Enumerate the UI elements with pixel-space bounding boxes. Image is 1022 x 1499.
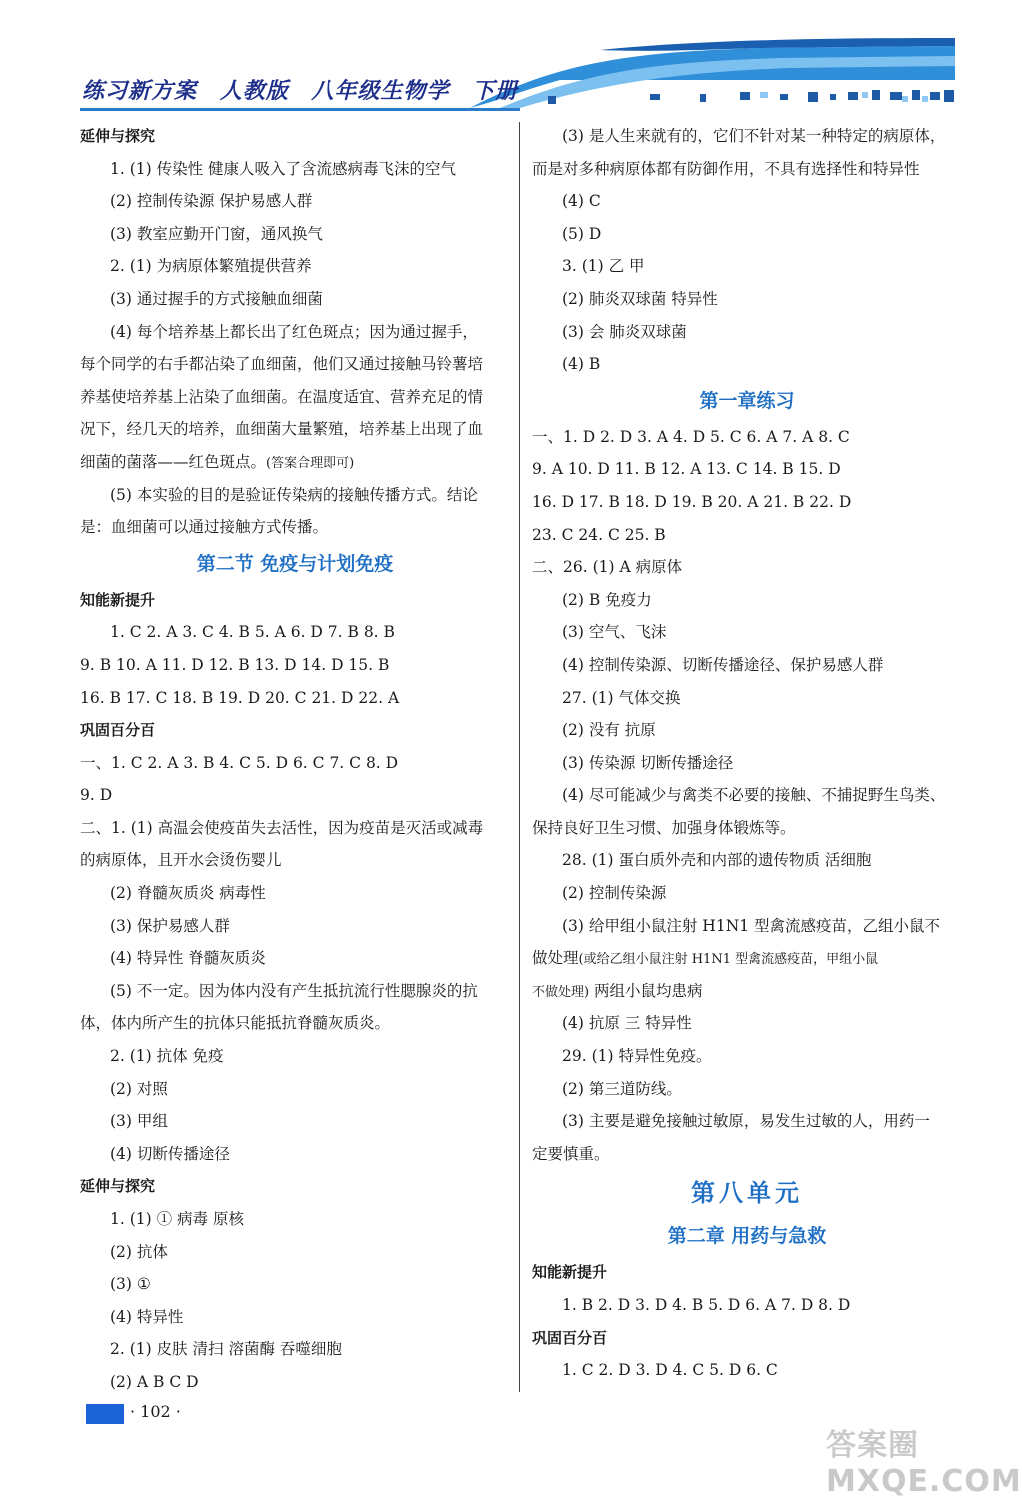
line-text: (4) 抗原 三 特异性 [562,1014,692,1033]
answer-line [80,682,510,715]
line-text: 1. C 2. A 3. C 4. B 5. A 6. D 7. B 8. B [110,623,395,642]
answer-line [532,153,962,186]
line-text: (3) 教室应勤开门窗，通风换气 [110,224,323,243]
volume: 下册 [472,79,519,104]
line-text: 2. (1) 皮肤 清扫 溶菌酶 吞噬细胞 [110,1340,342,1359]
line-text: (5) 不一定。因为体内没有产生抵抗流行性腮腺炎的抗 [110,981,478,1000]
note-text: (答案合理即可) [266,455,355,471]
answer-line [80,1007,510,1040]
line-text: (3) 传染源 切断传播途径 [562,753,734,772]
header-rule [80,108,520,111]
answer-line [532,316,962,349]
line-text: 一、1. C 2. A 3. B 4. C 5. D 6. C 7. C 8. D [80,753,399,772]
line-text: 28. (1) 蛋白质外壳和内部的遗传物质 活细胞 [562,851,872,870]
footer-color-bar [86,1404,124,1424]
section-heading [532,1256,962,1289]
line-text: 29. (1) 特异性免疫。 [562,1047,712,1066]
grade-subject: 八年级生物学 [311,79,450,104]
line-text: 一、1. D 2. D 3. A 4. D 5. C 6. A 7. A 8. C [532,427,850,446]
line-text: (2) 控制传染源 [562,884,667,903]
answer-line [80,649,510,682]
section-heading [80,120,510,153]
line-text: (2) 肺炎双球菌 特异性 [562,289,718,308]
left-column [80,120,510,1399]
line-text: (3) 通过握手的方式接触血细菌 [110,289,323,308]
line-text: 做处理 [532,949,579,968]
line-text: 1. (1) 传染性 健康人吸入了含流感病毒飞沫的空气 [110,159,457,178]
answer-line [532,250,962,283]
line-text: 2. (1) 抗体 免疫 [110,1047,224,1066]
line-text: 二、26. (1) A 病原体 [532,558,683,577]
answer-line [532,348,962,381]
answer-line [80,1105,510,1138]
answer-line [532,747,962,780]
answer-line [80,1268,510,1301]
answer-line [532,682,962,715]
page-header [0,0,1000,118]
line-text: 保持良好卫生习惯、加强身体锻炼等。 [532,818,796,837]
section-heading [80,1170,510,1203]
answer-line [80,1366,510,1399]
line-text: 知能新提升 [80,590,156,609]
series-name: 练习新方案 [82,79,198,104]
answer-line [532,1289,962,1322]
answer-line [532,283,962,316]
answer-line [80,1333,510,1366]
line-text: 而是对多种病原体都有防御作用，不具有选择性和特异性 [532,159,920,178]
answer-line [532,877,962,910]
line-text: (4) 尽可能减少与禽类不必要的接触、不捕捉野生鸟类、 [562,786,946,805]
line-text: (3) 主要是避免接触过敏原，易发生过敏的人，用药一 [562,1112,930,1131]
line-text: 体，体内所产生的抗体只能抵抗脊髓灰质炎。 [80,1014,391,1033]
line-text: 第八单元 [691,1179,803,1208]
answer-line [80,446,510,479]
line-text: (4) B [562,355,601,374]
line-text: 巩固百分百 [532,1328,608,1347]
answer-line [80,616,510,649]
line-text: 二、1. (1) 高温会使疫苗失去活性，因为疫苗是灭活或减毒 [80,818,484,837]
answer-line [532,185,962,218]
answer-line [532,486,962,519]
line-text: 16. B 17. C 18. B 19. D 20. C 21. D 22. A [80,688,400,707]
line-text: (2) 没有 抗原 [562,721,656,740]
line-text: 2. (1) 为病原体繁殖提供营养 [110,257,312,276]
answer-line [80,844,510,877]
section-heading [80,714,510,747]
right-column [532,120,962,1387]
line-text: 每个同学的右手都沾染了血细菌，他们又通过接触马铃薯培 [80,355,484,374]
line-text: 1. C 2. D 3. D 4. C 5. D 6. C [562,1361,778,1380]
answer-line [532,1138,962,1171]
answer-line [80,153,510,186]
answer-line [532,649,962,682]
line-text: 细菌的菌落——红色斑点。 [80,452,267,471]
answer-line [80,812,510,845]
answer-line [532,1040,962,1073]
answer-line [532,120,962,153]
answer-line [80,250,510,283]
answer-line [532,453,962,486]
line-text: 1. (1) ① 病毒 原核 [110,1210,244,1228]
answer-line [532,812,962,845]
answer-line [532,1354,962,1387]
answer-line [532,975,962,1008]
line-text: (4) 每个培养基上都长出了红色斑点；因为通过握手， [110,322,478,341]
line-text: (3) 空气、飞沫 [562,623,667,642]
answer-line [80,1236,510,1269]
chapter-title [532,1216,962,1256]
line-text: (2) 抗体 [110,1242,168,1261]
answer-line [80,942,510,975]
line-text: 是：血细菌可以通过接触方式传播。 [80,518,329,537]
watermark-logo: 答案圈 MXQE.COM [826,1428,1022,1499]
line-text: 第二节 免疫与计划免疫 [196,552,394,575]
line-text: (2) 控制传染源 保护易感人群 [110,192,313,211]
line-text: (3) ① [110,1275,151,1294]
answer-line [80,1301,510,1334]
line-text: (4) 特异性 脊髓灰质炎 [110,949,266,968]
answer-line [80,185,510,218]
line-text: 27. (1) 气体交换 [562,688,681,707]
line-text: (3) 给甲组小鼠注射 H1N1 型禽流感疫苗，乙组小鼠不 [562,916,941,935]
line-text: (2) 脊髓灰质炎 病毒性 [110,884,266,903]
line-text: 3. (1) 乙 甲 [562,257,645,276]
line-text: 16. D 17. B 18. D 19. B 20. A 21. B 22. D [532,492,852,511]
line-text: (3) 保护易感人群 [110,916,230,935]
answer-line [532,1105,962,1138]
answer-line [532,616,962,649]
answer-line [80,1203,510,1236]
answer-line [80,283,510,316]
answer-line [80,1138,510,1171]
answer-line [80,348,510,381]
line-text: 的病原体，且开水会烫伤婴儿 [80,851,282,870]
line-text: (3) 会 肺炎双球菌 [562,322,687,341]
answer-line [532,519,962,552]
line-text: (2) 对照 [110,1079,168,1098]
line-text: 9. B 10. A 11. D 12. B 13. D 14. D 15. B [80,655,390,674]
section-heading [80,584,510,617]
line-text: (2) 第三道防线。 [562,1079,682,1098]
answer-line [80,511,510,544]
note-text: 不做处理) [532,984,590,1000]
section-heading [532,1322,962,1355]
answer-line [532,218,962,251]
answer-line [80,779,510,812]
answer-line [80,975,510,1008]
line-text: (5) D [562,224,602,243]
line-text: 定要慎重。 [532,1144,610,1163]
line-text: 9. A 10. D 11. B 12. A 13. C 14. B 15. D [532,460,841,479]
answer-line [80,877,510,910]
line-text: 延伸与探究 [80,127,156,145]
answer-line [80,381,510,414]
line-text: 巩固百分百 [80,721,156,740]
answer-line [80,1073,510,1106]
answer-line [80,413,510,446]
line-text: (3) 是人生来就有的，它们不针对某一种特定的病原体， [562,127,946,145]
line-text: (2) B 免疫力 [562,590,652,609]
header-title [82,74,532,105]
line-text: (4) 特异性 [110,1307,184,1326]
line-text: 1. B 2. D 3. D 4. B 5. D 6. A 7. D 8. D [562,1296,851,1314]
line-text: (2) A B C D [110,1372,199,1391]
answer-line [532,844,962,877]
line-text: (3) 甲组 [110,1112,168,1131]
line-text: (4) C [562,192,601,211]
line-text-continued: 两组小鼠均患病 [589,981,703,1000]
answer-line [532,584,962,617]
line-text: 延伸与探究 [80,1177,156,1196]
answer-line [80,1040,510,1073]
line-text: 养基使培养基上沾染了血细菌。在温度适宜、营养充足的情 [80,387,484,406]
answer-line [532,1007,962,1040]
answer-line [532,551,962,584]
line-text: 第一章练习 [699,389,795,412]
chapter-title [80,544,510,584]
answer-line [80,218,510,251]
chapter-title [532,381,962,421]
line-text: 知能新提升 [532,1263,608,1282]
column-divider [519,122,520,1392]
answer-line [80,479,510,512]
line-text: (4) 控制传染源、切断传播途径、保护易感人群 [562,655,884,674]
answer-line [532,779,962,812]
answer-line [532,942,962,975]
unit-title [532,1170,962,1216]
answer-line [532,421,962,454]
line-text: 第二章 用药与急救 [667,1225,827,1248]
answer-line [532,1073,962,1106]
answer-line [80,910,510,943]
line-text: (4) 切断传播途径 [110,1144,230,1163]
edition: 人教版 [219,79,289,104]
answer-line [80,316,510,349]
line-text: 况下，经几天的培养，血细菌大量繁殖，培养基上出现了血 [80,420,484,439]
answer-line [532,910,962,943]
line-text: (5) 本实验的目的是验证传染病的接触传播方式。结论 [110,485,478,504]
line-text: 9. D [80,786,113,805]
page-number: · 102 · [130,1402,181,1421]
answer-line [532,714,962,747]
line-text: 23. C 24. C 25. B [532,525,666,544]
answer-line [80,747,510,780]
note-text: (或给乙组小鼠注射 H1N1 型禽流感疫苗，甲组小鼠 [578,952,879,968]
